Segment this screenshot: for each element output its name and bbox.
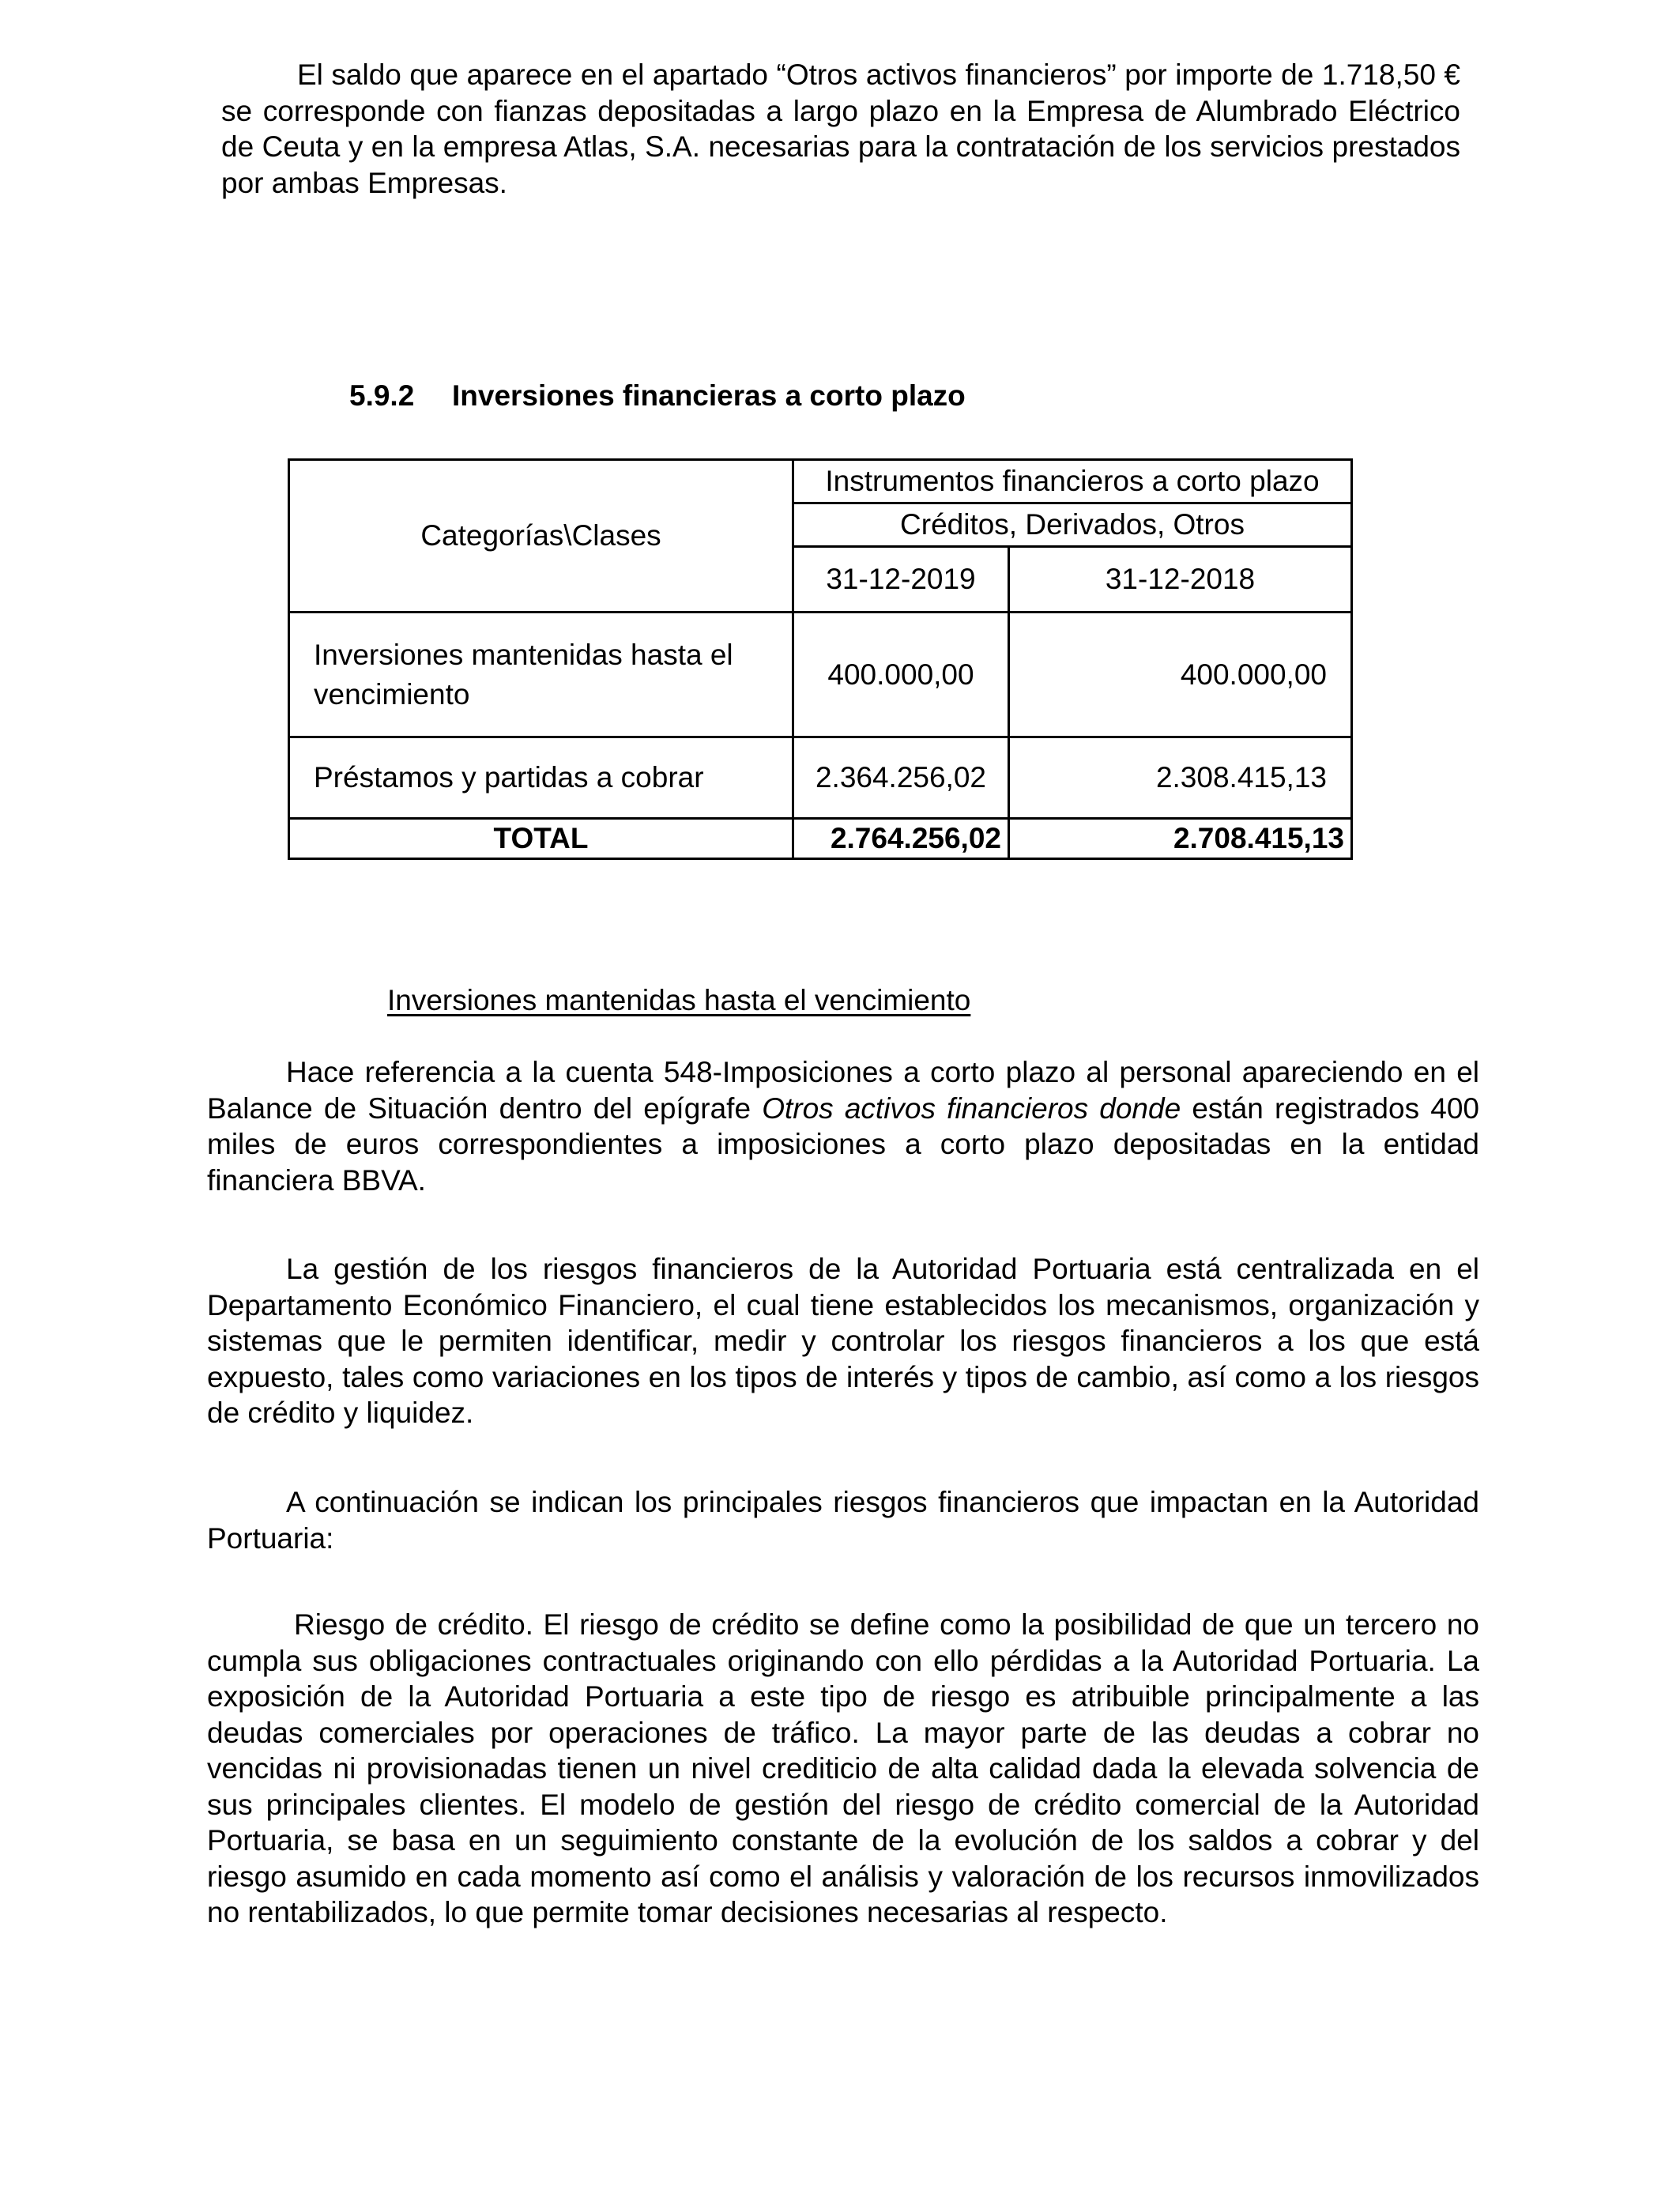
row-value-2018: 2.308.415,13 bbox=[1009, 737, 1352, 819]
paragraph-text: están registrados 400 miles de euros correspondientes a imposiciones a corto plazo depositadas en la entidad financiera BBVA. bbox=[207, 1091, 1479, 1197]
financial-table bbox=[288, 458, 1353, 860]
paragraph-text: Hace referencia a la cuenta 548-Imposiciones a corto plazo al personal apareciendo en el Balance de Situación dentro del epígrafe bbox=[207, 1056, 1479, 1125]
row-label: Préstamos y partidas a cobrar bbox=[289, 737, 793, 819]
table-header-row bbox=[289, 460, 1352, 503]
section-title bbox=[349, 379, 966, 413]
section-number: 5.9.2 bbox=[349, 379, 415, 412]
total-label: TOTAL bbox=[289, 819, 793, 859]
total-value-2018: 2.708.415,13 bbox=[1009, 819, 1352, 859]
paragraph-text: La gestión de los riesgos financieros de la Autoridad Portuaria está centralizada en el Departamento Económico Financiero, el cual tiene establecidos los mecanismos, organización y sistemas que le permiten identificar, medir y controlar los riesgos financieros a los que está expuesto, tales como variaciones en los tipos de interés y tipos de cambio, así como a los riesgos de crédito y liquidez. bbox=[207, 1253, 1479, 1429]
table-total-row bbox=[289, 819, 1352, 859]
header-2018: 31-12-2018 bbox=[1009, 547, 1352, 613]
total-value-2019: 2.764.256,02 bbox=[793, 819, 1009, 859]
section-title-text: Inversiones financieras a corto plazo bbox=[452, 379, 966, 412]
row-value-2019: 400.000,00 bbox=[793, 613, 1009, 737]
paragraph-text: A continuación se indican los principales riesgos financieros que impactan en la Autoridad Portuaria: bbox=[207, 1486, 1479, 1555]
paragraph-referencia bbox=[207, 1054, 1479, 1198]
row-value-2018: 400.000,00 bbox=[1009, 613, 1352, 737]
table-row bbox=[289, 613, 1352, 737]
table-row bbox=[289, 737, 1352, 819]
header-group: Instrumentos financieros a corto plazo bbox=[793, 460, 1352, 503]
header-subgroup: Créditos, Derivados, Otros bbox=[793, 503, 1352, 547]
paragraph-otros-activos bbox=[221, 57, 1460, 201]
subheading: Inversiones mantenidas hasta el vencimiento bbox=[387, 984, 971, 1016]
row-label: Inversiones mantenidas hasta el vencimiento bbox=[289, 613, 793, 737]
paragraph-continuacion bbox=[207, 1484, 1479, 1556]
paragraph-italic-text: Otros activos financieros donde bbox=[762, 1091, 1181, 1125]
paragraph-riesgo-credito bbox=[207, 1607, 1479, 1931]
header-category: Categorías\Clases bbox=[289, 460, 793, 613]
paragraph-text: El saldo que aparece en el apartado “Otros activos financieros” por importe de 1.718,50 € se corresponde con fianzas depositadas a largo plazo en la Empresa de Alumbrado Eléctrico de Ceuta y en la empresa Atlas, S.A. necesarias para la contratación de los servicios prestados por ambas Empresas. bbox=[221, 58, 1460, 199]
header-2019: 31-12-2019 bbox=[793, 547, 1009, 613]
row-value-2019: 2.364.256,02 bbox=[793, 737, 1009, 819]
paragraph-gestion-riesgos bbox=[207, 1251, 1479, 1431]
paragraph-text: Riesgo de crédito. El riesgo de crédito se define como la posibilidad de que un tercero no cumpla sus obligaciones contractuales originando con ello pérdidas a la Autoridad Portuaria. La exposición de la Autoridad Portuaria a este tipo de riesgo es atribuible principalmente a las deudas comerciales por operaciones de tráfico. La mayor parte de las deudas a cobrar no vencidas ni provisionadas tienen un nivel crediticio de alta calidad dada la elevada solvencia de sus principales clientes. El modelo de gestión del riesgo de crédito comercial de la Autoridad Portuaria, se basa en un seguimiento constante de la evolución de los saldos a cobrar y del riesgo asumido en cada momento así como el análisis y valoración de los recursos inmovilizados no rentabilizados, lo que permite tomar decisiones necesarias al respecto. bbox=[207, 1608, 1479, 1928]
